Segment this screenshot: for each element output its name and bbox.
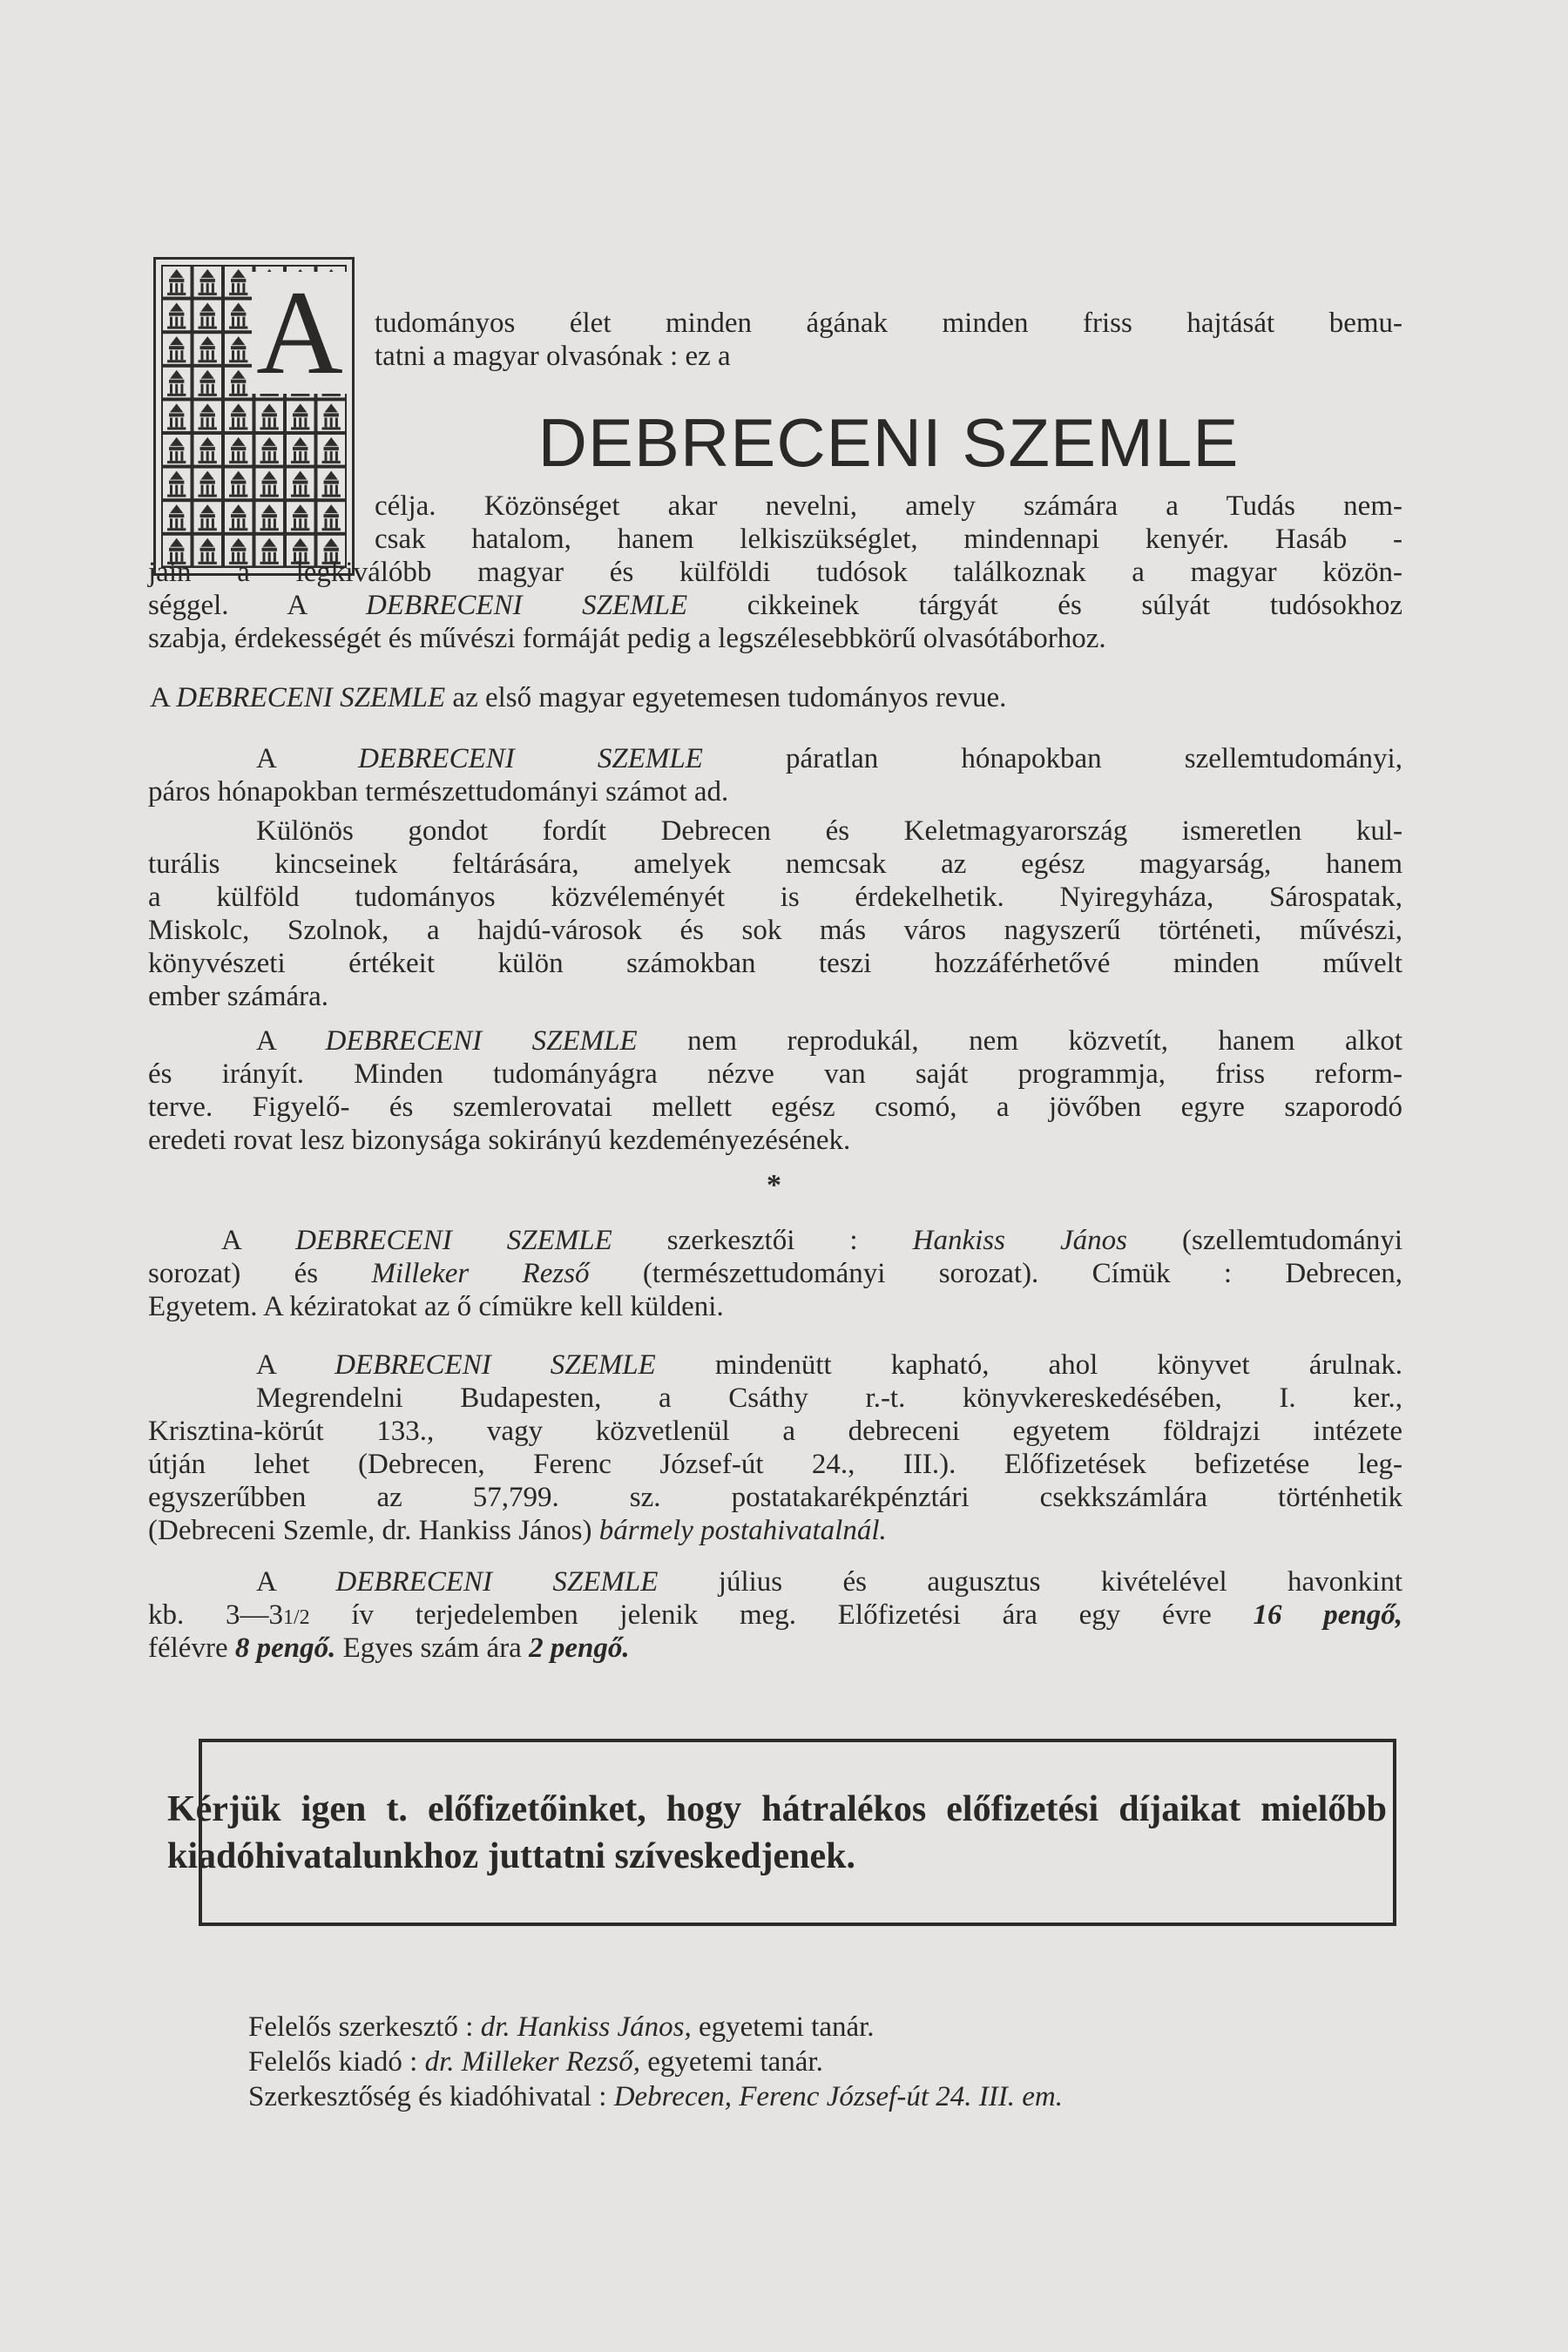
paragraph-4-line-2: turális kincseinek feltárására, amelyek nemcsak az egész magyarság, hanem — [148, 848, 1402, 880]
paragraph-7-line-5: egyszerűbben az 57,799. sz. postatakarékpénztári csekkszámlára történhetik — [148, 1482, 1402, 1513]
masthead-title: DEBRECENI SZEMLE — [537, 404, 1240, 481]
paragraph-4-line-4: Miskolc, Szolnok, a hajdú-városok és sok más város nagyszerű történeti, művészi, — [148, 915, 1402, 946]
paragraph-7-line-2: Megrendelni Budapesten, a Csáthy r.-t. könyvkereskedésében, I. ker., — [256, 1382, 1402, 1414]
imprint-office: Szerkesztőség és kiadóhivatal : Debrecen, Ferenc József-út 24. III. em. — [248, 2081, 1063, 2112]
paragraph-8-line-3: félévre 8 pengő. Egyes szám ára 2 pengő. — [148, 1632, 630, 1664]
imprint-editor: Felelős szerkesztő : dr. Hankiss János, egyetemi tanár. — [248, 2011, 875, 2043]
journal-title-italic: DEBRECENI SZEMLE — [365, 590, 688, 621]
paragraph-5-line-1: A DEBRECENI SZEMLE nem reprodukál, nem közvetít, hanem alkot — [256, 1025, 1402, 1057]
paragraph-4-line-6: ember számára. — [148, 981, 329, 1012]
paragraph-1-line-2: csak hatalom, hanem lelkiszükséglet, mindennapi kenyér. Hasáb - — [375, 524, 1402, 555]
paragraph-1-line-4: séggel. A DEBRECENI SZEMLE cikkeinek tárgyát és súlyát tudósokhoz — [148, 590, 1402, 621]
paragraph-1-line-1: célja. Közönséget akar nevelni, amely számára a Tudás nem- — [375, 490, 1402, 522]
paragraph-1-line-5: szabja, érdekességét és művészi formáját pedig a legszélesebbkörű olvasótáborhoz. — [148, 623, 1106, 654]
price-annual: 16 pengő, — [1253, 1599, 1402, 1631]
intro-line-1: tudományos élet minden ágának minden friss hajtását bemu- — [375, 308, 1402, 339]
paragraph-2: A DEBRECENI SZEMLE az első magyar egyetemesen tudományos revue. — [150, 682, 1007, 713]
drop-cap-ornament-frame — [153, 257, 355, 576]
journal-title-italic: DEBRECENI SZEMLE — [358, 743, 703, 774]
journal-title-italic: DEBRECENI SZEMLE — [295, 1225, 612, 1256]
notice-text: Kérjük igen t. előfizetőinket, hogy hátralékos előfizetési díjaikat mielőbb kiadóhivatalunkhoz juttatni szíveskedjenek. — [167, 1789, 1387, 1876]
paragraph-7-line-6: (Debreceni Szemle, dr. Hankiss János) bármely postahivatalnál. — [148, 1515, 887, 1546]
paragraph-5-line-2: és irányít. Minden tudományágra nézve van saját programmja, friss reform- — [148, 1058, 1402, 1090]
paragraph-7-line-3: Krisztina-körút 133., vagy közvetlenül a debreceni egyetem földrajzi intézete — [148, 1416, 1402, 1447]
drop-cap-letter: A — [252, 272, 348, 394]
journal-title-italic: DEBRECENI SZEMLE — [176, 682, 446, 713]
paragraph-7-line-1: A DEBRECENI SZEMLE mindenütt kapható, ahol könyvet árulnak. — [256, 1349, 1402, 1381]
editor-name-italic: Milleker Rezső — [371, 1258, 590, 1289]
paragraph-7-line-4: útján lehet (Debrecen, Ferenc József-út 24., III.). Előfizetések befizetése leg- — [148, 1449, 1402, 1480]
journal-title-italic: DEBRECENI SZEMLE — [325, 1025, 638, 1057]
intro-line-2: tatni a magyar olvasónak : ez a — [375, 341, 731, 372]
paragraph-3-line-2: páros hónapokban természettudományi számot ad. — [148, 776, 729, 808]
price-half-year: 8 pengő. — [234, 1632, 336, 1664]
paragraph-4-line-5: könyvészeti értékeit külön számokban teszi hozzáférhetővé minden művelt — [148, 948, 1402, 979]
paragraph-4-line-1: Különös gondot fordít Debrecen és Keletmagyarország ismeretlen kul- — [256, 815, 1402, 847]
italic-phrase: bármely postahivatalnál. — [598, 1515, 887, 1546]
paragraph-5-line-4: eredeti rovat lesz bizonysága sokirányú kezdeményezésének. — [148, 1125, 851, 1156]
journal-title-italic: DEBRECENI SZEMLE — [335, 1349, 656, 1381]
price-single-issue: 2 pengő. — [529, 1632, 630, 1664]
paragraph-6-line-2: sorozat) és Milleker Rezső (természettudományi sorozat). Címük : Debrecen, — [148, 1258, 1402, 1289]
paragraph-3-line-1: A DEBRECENI SZEMLE páratlan hónapokban szellemtudományi, — [256, 743, 1402, 774]
imprint-publisher: Felelős kiadó : dr. Milleker Rezső, egyetemi tanár. — [248, 2046, 823, 2078]
paragraph-1-line-3: jain a legkiválóbb magyar és külföldi tudósok találkoznak a magyar közön- — [148, 557, 1402, 588]
paragraph-8-line-1: A DEBRECENI SZEMLE július és augusztus kivételével havonkint — [256, 1566, 1402, 1598]
paragraph-5-line-3: terve. Figyelő- és szemlerovatai mellett egész csomó, a jövőben egyre szaporodó — [148, 1092, 1402, 1123]
paragraph-8-line-2: kb. 3—31/2 ív terjedelemben jelenik meg. Előfizetési ára egy évre 16 pengő, — [148, 1599, 1402, 1631]
editor-name-italic: Hankiss János — [912, 1225, 1128, 1256]
paragraph-6-line-3: Egyetem. A kéziratokat az ő címükre kell küldeni. — [148, 1291, 724, 1322]
fraction: 1/2 — [282, 1606, 310, 1629]
paragraph-6-line-1: A DEBRECENI SZEMLE szerkesztői : Hankiss János (szellemtudományi — [221, 1225, 1402, 1256]
paragraph-4-line-3: a külföld tudományos közvéleményét is érdekelhetik. Nyiregyháza, Sárospatak, — [148, 882, 1402, 913]
section-separator: * — [767, 1169, 781, 1201]
journal-title-italic: DEBRECENI SZEMLE — [335, 1566, 659, 1598]
